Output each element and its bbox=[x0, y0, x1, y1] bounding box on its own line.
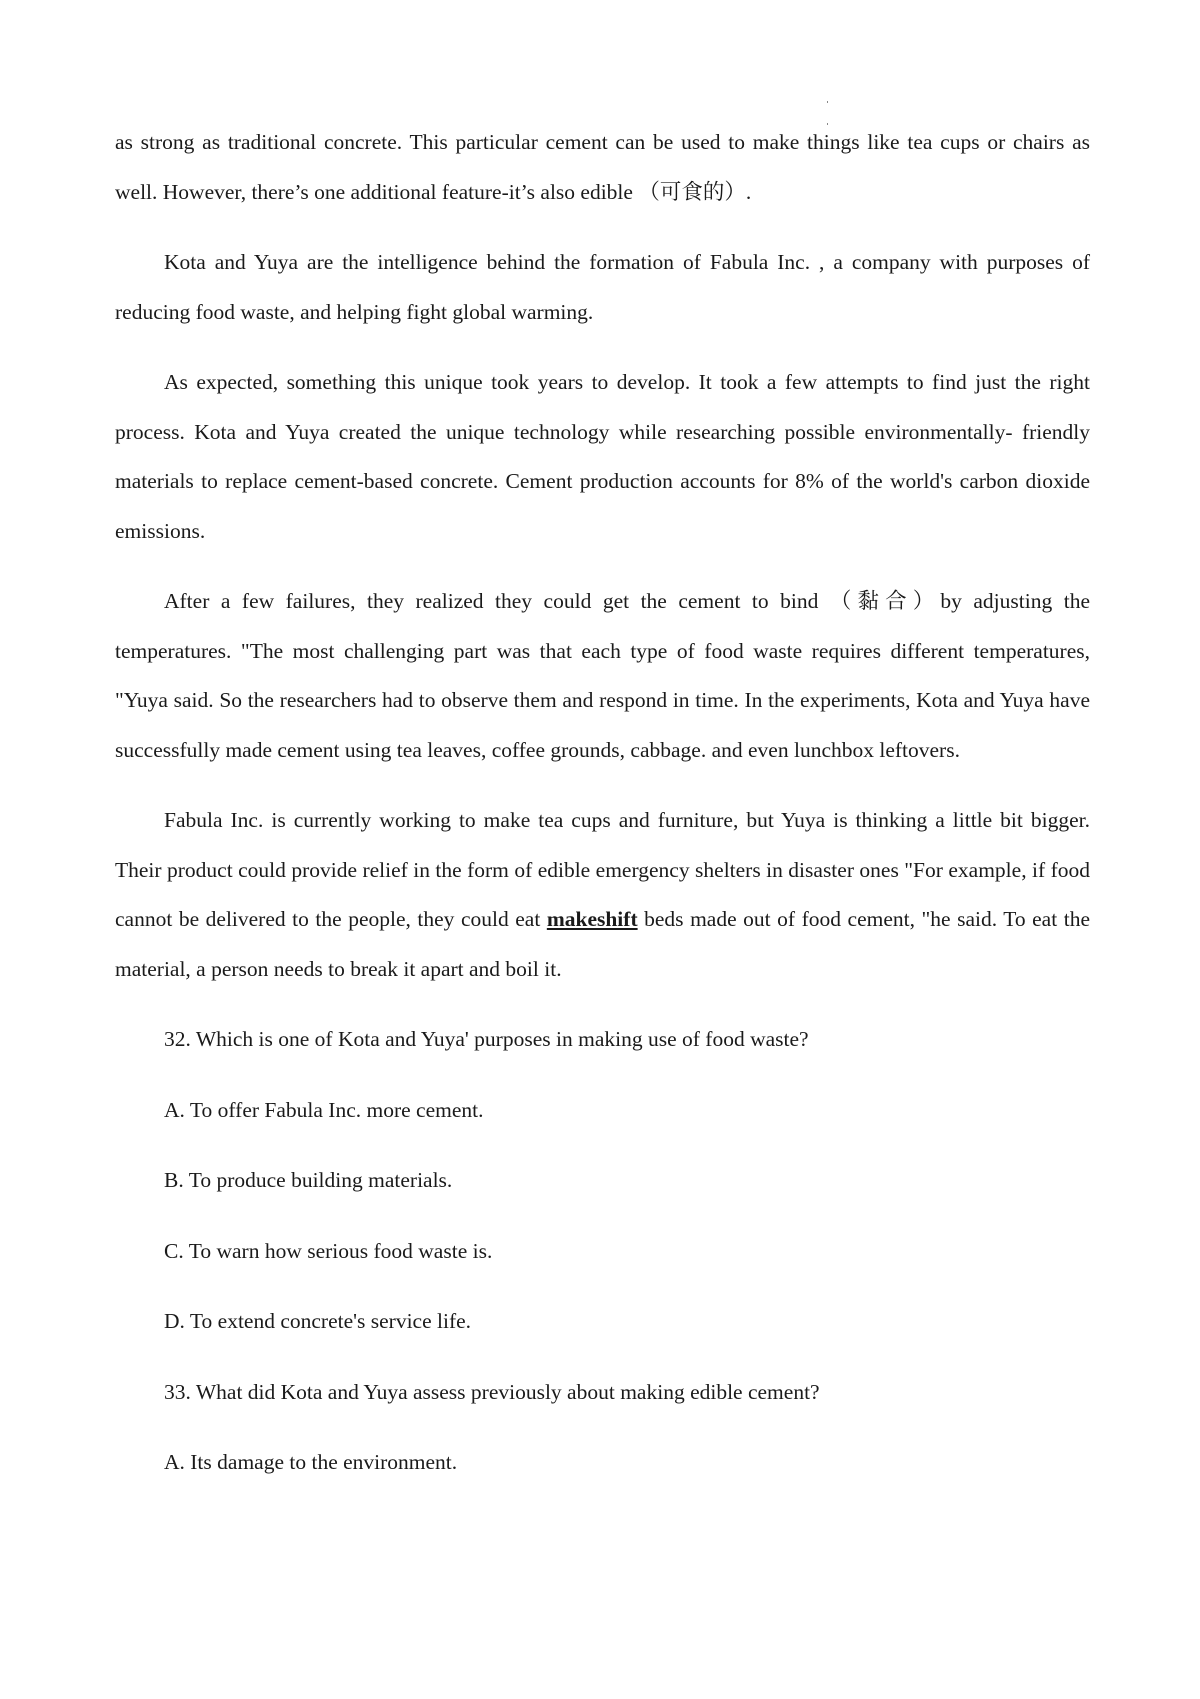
passage-paragraph-5 bbox=[115, 796, 1090, 994]
question-32-option-c: C. To warn how serious food waste is. bbox=[164, 1238, 493, 1263]
question-32-option-a: A. To offer Fabula Inc. more cement. bbox=[164, 1097, 484, 1122]
question-32-stem: 32. Which is one of Kota and Yuya' purposes in making use of food waste? bbox=[164, 1027, 809, 1051]
underlined-word-makeshift: makeshift bbox=[546, 907, 638, 931]
passage-paragraph-4: After a few failures, they realized they could get the cement to bind （黏合）by adjusting the temperatures. "The most challenging part was that each type of food waste requires different temperatures, "Yuya said. So the researchers had to observe them and respond in time. In the experiments, Kota and Yuya have successfully made cement using tea leaves, coffee grounds, cabbage. and even lunchbox leftovers. bbox=[115, 589, 1090, 762]
question-33-stem: 33. What did Kota and Yuya assess previously about making edible cement? bbox=[164, 1379, 820, 1404]
question-32-option-d: D. To extend concrete's service life. bbox=[164, 1309, 472, 1333]
passage-paragraph-2: Kota and Yuya are the intelligence behind the formation of Fabula Inc. , a company with purposes of reducing food waste, and helping fight global warming. bbox=[115, 250, 1090, 324]
paragraph-5-text-before: Fabula Inc. is currently working to make tea cups and furniture, but Yuya is thinking a little bit bigger. Their product could provide relief in the form of edible emergency shelters in disaster ones "For example, if food cannot be delivered to the people, they could eat bbox=[115, 808, 1090, 931]
document-page bbox=[115, 118, 1090, 1509]
paragraph-5-text-after: beds made out of food cement, "he said. To eat the material, a person needs to break it apart and boil it. bbox=[115, 907, 1090, 981]
question-32-option-b: B. To produce building materials. bbox=[164, 1168, 453, 1192]
scan-speck bbox=[827, 101, 828, 103]
passage-paragraph-1: as strong as traditional concrete. This particular cement can be used to make things like tea cups or chairs as well. However, there’s one additional feature-it’s also edible （可食的）. bbox=[115, 130, 1090, 204]
passage-paragraph-3: As expected, something this unique took years to develop. It took a few attempts to find just the right process. Kota and Yuya created the unique technology while researching possible environmentally- friendly materials to replace cement-based concrete. Cement production accounts for 8% of the world's carbon dioxide emissions. bbox=[115, 370, 1090, 543]
question-33-option-a: A. Its damage to the environment. bbox=[164, 1450, 458, 1474]
